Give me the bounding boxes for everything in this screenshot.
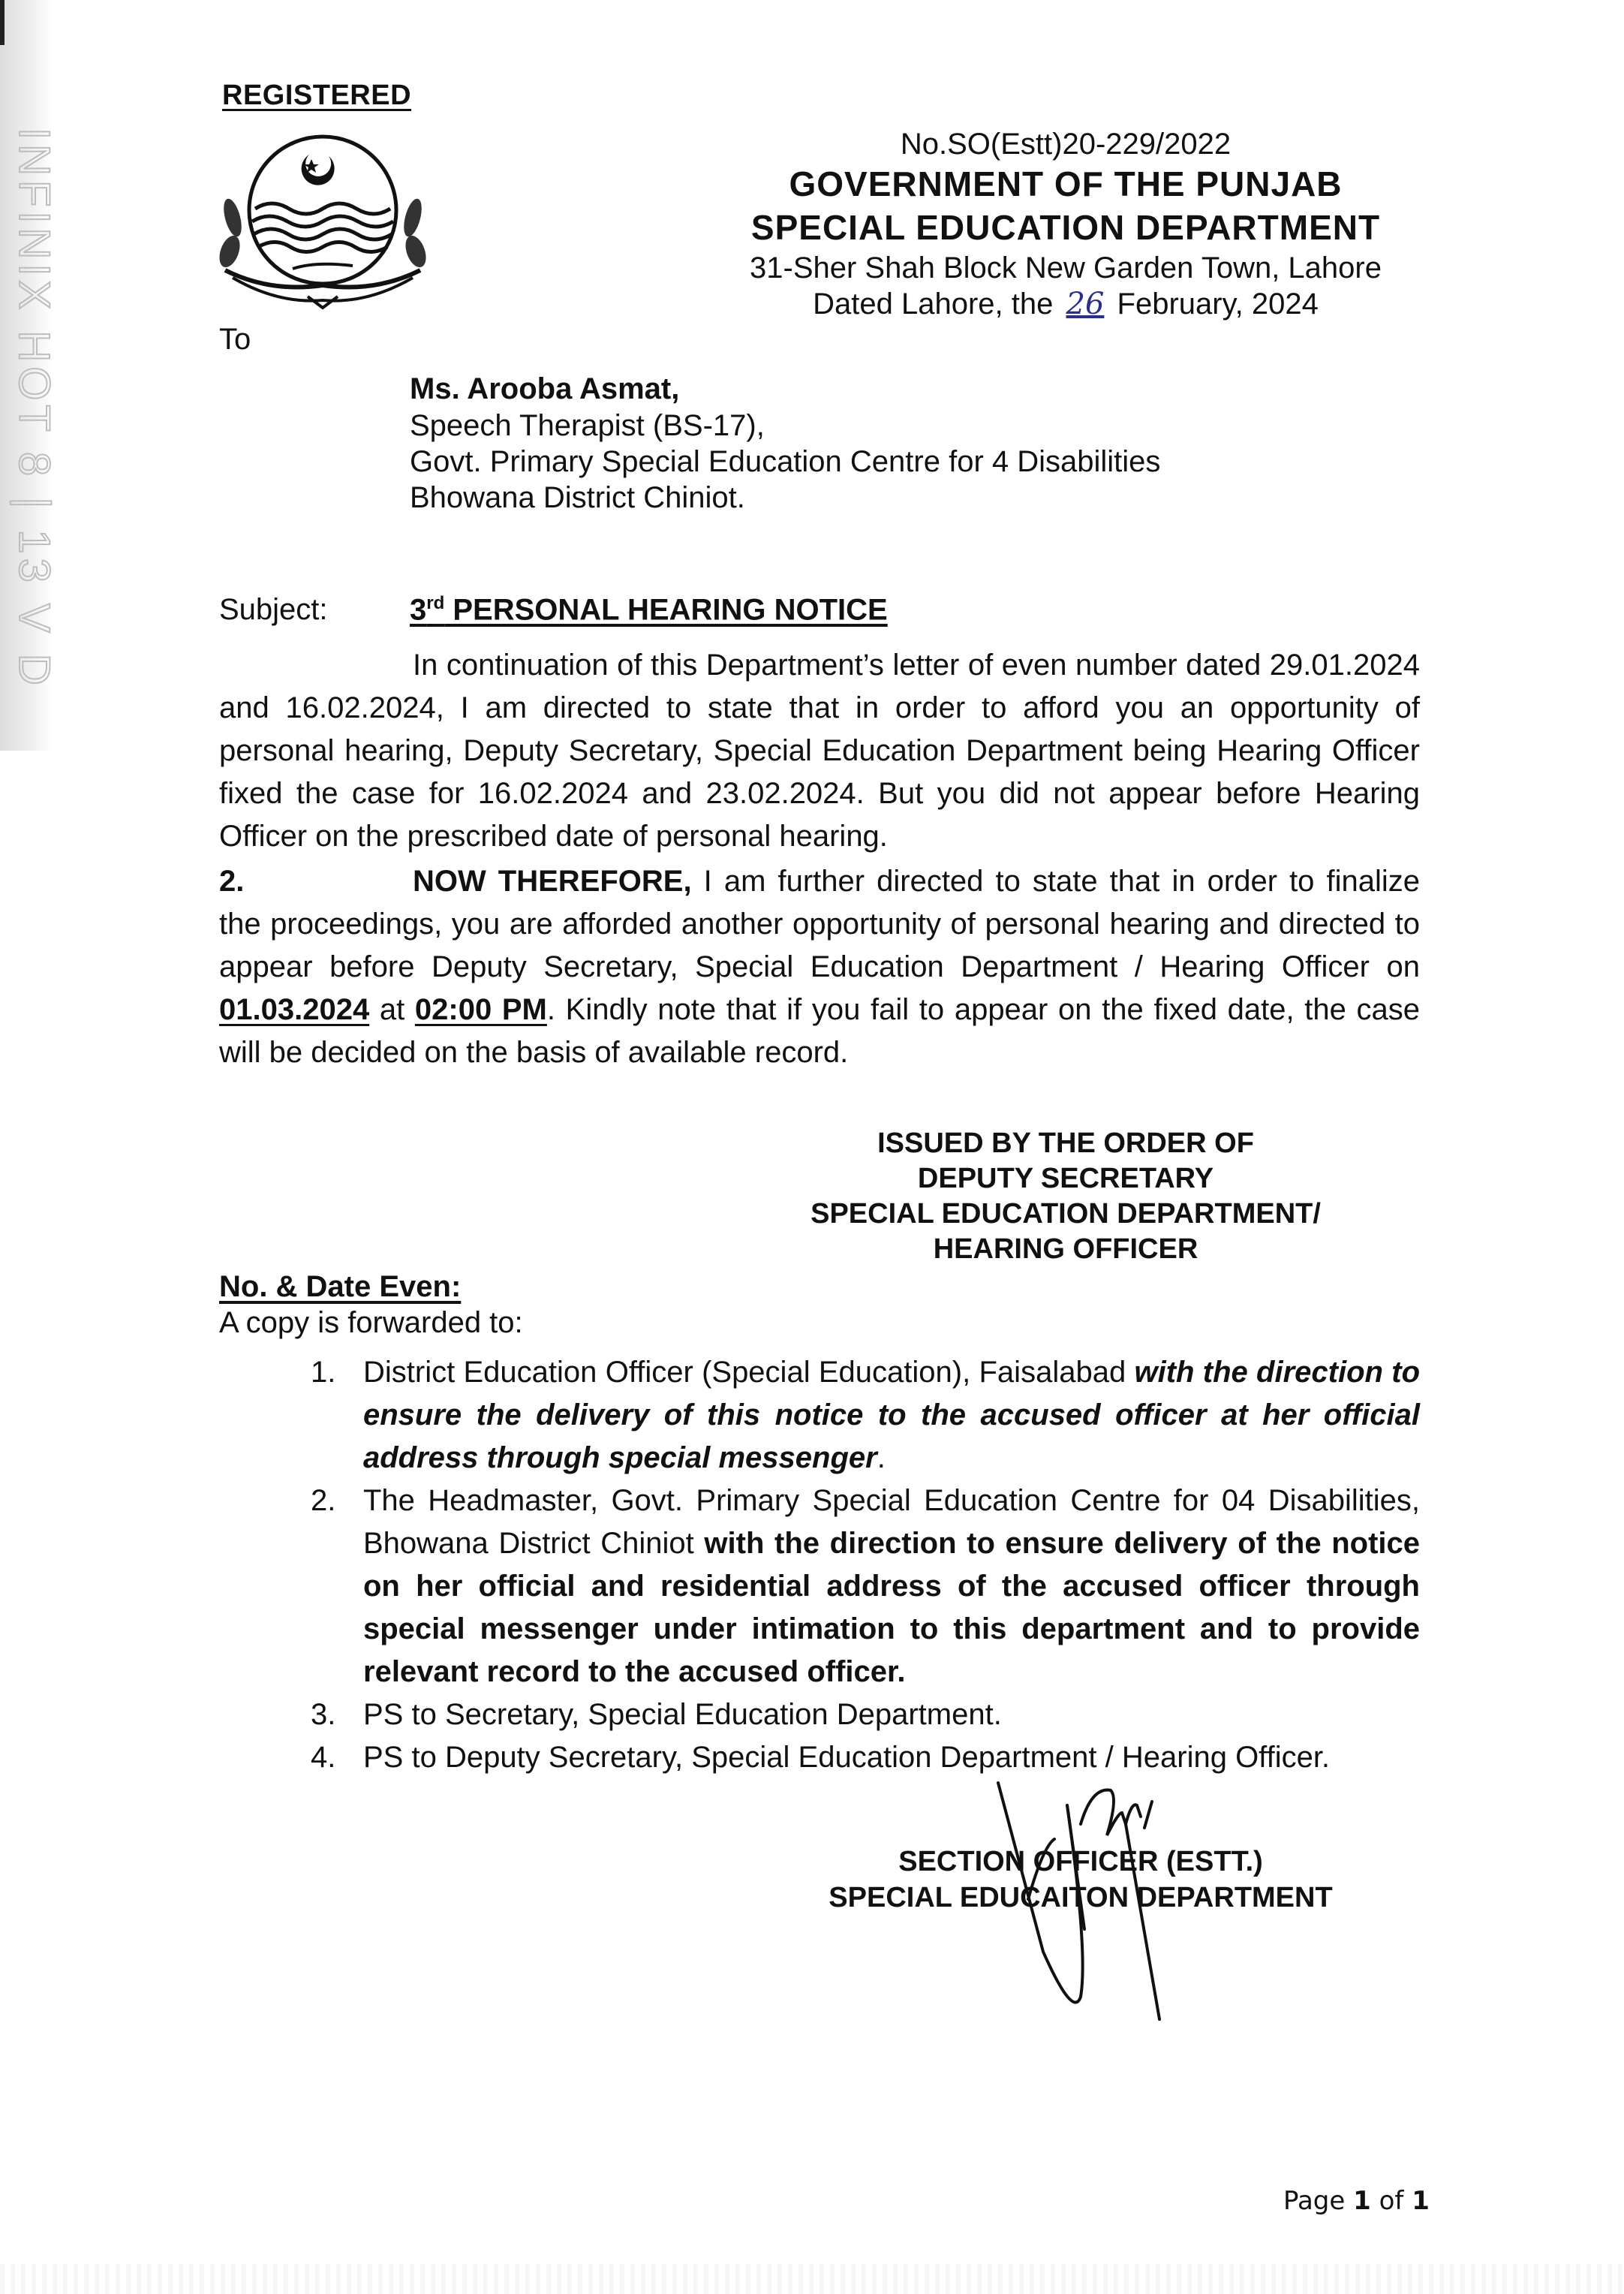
- item-text: PS to Secretary, Special Education Department.: [363, 1698, 1002, 1731]
- issued-line-4: HEARING OFFICER: [933, 1233, 1198, 1265]
- page-of: of: [1370, 2186, 1412, 2216]
- paragraph-2-at: at: [369, 993, 415, 1026]
- copy-recipient-list: [300, 1351, 1420, 1779]
- reference-number: No.SO(Estt)20-229/2022: [900, 128, 1232, 161]
- scan-bottom-noise: [0, 2264, 1624, 2294]
- handwritten-signature-icon: [893, 1772, 1253, 2042]
- item-number: 2.: [311, 1484, 336, 1517]
- subject-ordinal: 3: [410, 593, 427, 627]
- letter-date: [705, 287, 1426, 321]
- camera-watermark: INFINIX HOT 8 | 13 V D: [10, 128, 59, 690]
- now-therefore: NOW THEREFORE,: [413, 865, 692, 898]
- page-label: Page: [1283, 2186, 1354, 2216]
- item-tail: .: [877, 1441, 886, 1474]
- issued-line-2: DEPUTY SECRETARY: [917, 1163, 1214, 1194]
- paragraph-2: [219, 860, 1420, 1074]
- department-address: 31-Sher Shah Block New Garden Town, Lahore: [750, 251, 1382, 284]
- paragraph-1: In continuation of this Department’s letter of even number dated 29.01.2024 and 16.02.2024, I am directed to state that in order to afford you an opportunity of personal hearing, Deputy Secretary, Special Education Department being Hearing Officer fixed the case for 16.02.2024 and 23.02.2024. But you did not appear before Hearing Officer on the prescribed date of personal hearing.: [219, 649, 1420, 853]
- item-number: 1.: [311, 1356, 336, 1389]
- punjab-emblem-icon: [210, 128, 435, 312]
- subject-label: Subject:: [219, 593, 328, 626]
- hearing-time: 02:00 PM: [414, 993, 547, 1026]
- subject-title: [410, 593, 888, 627]
- government-title: GOVERNMENT OF THE PUNJAB: [789, 164, 1343, 203]
- item-text: PS to Deputy Secretary, Special Education Department / Hearing Officer.: [363, 1741, 1331, 1774]
- department-title: SPECIAL EDUCATION DEPARTMENT: [750, 208, 1381, 247]
- copy-recipient-item: [300, 1480, 1420, 1693]
- registered-stamp: REGISTERED: [222, 80, 412, 111]
- subject-ordinal-suffix: rd: [426, 593, 445, 613]
- recipient-institution: Govt. Primary Special Education Centre for 4 Disabilities: [410, 445, 1161, 478]
- to-label: To: [219, 323, 251, 356]
- item-direction: with the direction to ensure the delivery of this notice to the accused officer at her official address through special messenger: [363, 1356, 1421, 1474]
- scan-edge-mark: [0, 0, 5, 45]
- item-text: The Headmaster, Govt. Primary Special Education Centre for 04 Disabilities, Bhowana District Chiniot: [363, 1484, 1420, 1560]
- signatory-department: SPECIAL EDUCAITON DEPARTMENT: [829, 1882, 1333, 1913]
- paragraph-2-text-b: . Kindly note that if you fail to appear on the fixed date, the case will be decided on the basis of available record.: [219, 993, 1421, 1069]
- no-date-even-heading: No. & Date Even:: [219, 1270, 462, 1303]
- hearing-date: 01.03.2024: [219, 993, 370, 1026]
- item-number: 4.: [311, 1741, 336, 1774]
- date-prefix: Dated Lahore, the: [813, 288, 1054, 321]
- recipient-designation: Speech Therapist (BS-17),: [410, 409, 765, 442]
- handwritten-day: 26: [1066, 287, 1105, 321]
- recipient-name: Ms. Arooba Asmat,: [410, 372, 680, 405]
- paragraph-2-number: 2.: [219, 865, 245, 898]
- item-direction: with the direction to ensure delivery of the notice on her official and residential address of the accused officer through special messenger under intimation to this department and to provide relevant record to the accused officer.: [363, 1527, 1420, 1688]
- page-total: 1: [1412, 2186, 1430, 2216]
- issued-by-block: [780, 1126, 1351, 1267]
- issued-line-1: ISSUED BY THE ORDER OF: [877, 1127, 1254, 1159]
- signatory-title: SECTION OFFICER (ESTT.): [898, 1846, 1263, 1877]
- subject-text: PERSONAL HEARING NOTICE: [444, 593, 888, 627]
- copy-forwarded-intro: A copy is forwarded to:: [219, 1306, 523, 1339]
- date-suffix: February, 2024: [1117, 288, 1319, 321]
- issued-line-3: SPECIAL EDUCATION DEPARTMENT/: [810, 1198, 1321, 1230]
- item-number: 3.: [311, 1698, 336, 1731]
- copy-recipient-item: [300, 1693, 1420, 1736]
- recipient-location: Bhowana District Chiniot.: [410, 481, 745, 514]
- item-text: District Education Officer (Special Education), Faisalabad: [363, 1356, 1135, 1389]
- page-current: 1: [1353, 2186, 1371, 2216]
- page-number: [1283, 2186, 1430, 2216]
- copy-recipient-item: [300, 1351, 1420, 1480]
- paragraph-2-text-a: I am further directed to state that in order to finalize the proceedings, you are afforded another opportunity of personal hearing and directed to appear before Deputy Secretary, Special Education Department / Hearing Officer on: [219, 865, 1420, 983]
